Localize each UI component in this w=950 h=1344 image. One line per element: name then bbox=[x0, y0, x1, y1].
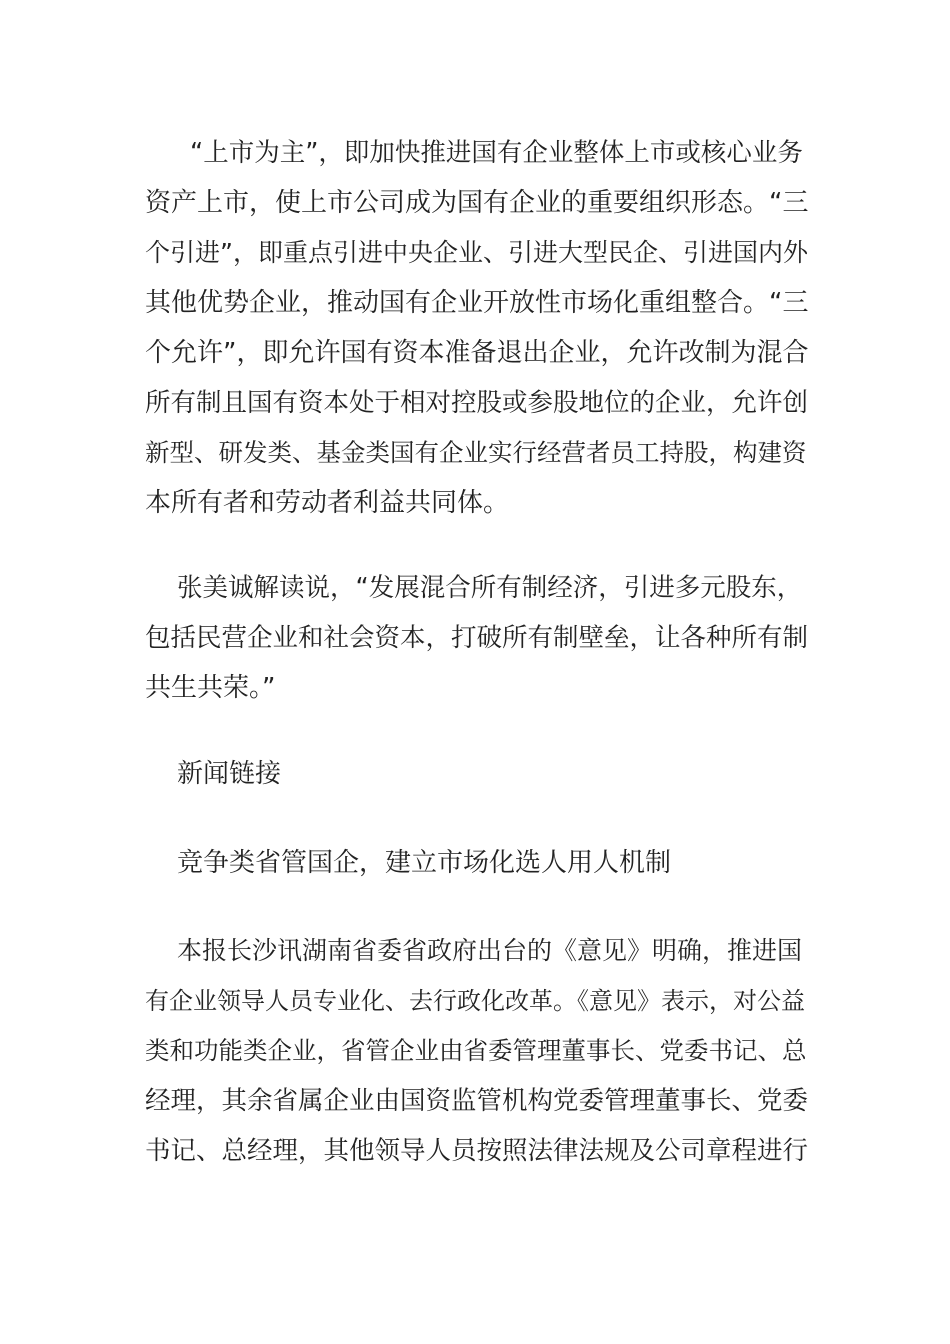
paragraph-line: 新型、研发类、基金类国有企业实行经营者员工持股，构建资 bbox=[145, 438, 807, 467]
paragraph-line: 本所有者和劳动者利益共同体。 bbox=[145, 488, 510, 518]
paragraph-line: 个引进”，即重点引进中央企业、引进大型民企、引进国内外 bbox=[145, 238, 808, 267]
paragraph-line: 共生共荣。” bbox=[145, 673, 276, 703]
paragraph-line: 资产上市，使上市公司成为国有企业的重要组织形态。“三 bbox=[145, 188, 809, 218]
paragraph-line: 本报长沙讯湖南省委省政府出台的《意见》明确，推进国 bbox=[177, 936, 803, 965]
paragraph-line: 类和功能类企业，省管企业由省委管理董事长、党委书记、总 bbox=[145, 1036, 807, 1065]
paragraph-line: 有企业领导人员专业化、去行政化改革。《意见》表示，对公益 bbox=[145, 987, 805, 1015]
paragraph-line: 所有制且国有资本处于相对控股或参股地位的企业，允许创 bbox=[145, 388, 809, 418]
paragraph-line: “上市为主”，即加快推进国有企业整体上市或核心业务 bbox=[190, 138, 803, 168]
paragraph-line: 其他优势企业，推动国有企业开放性市场化重组整合。“三 bbox=[145, 288, 809, 318]
paragraph-line: 经理，其余省属企业由国资监管机构党委管理董事长、党委 bbox=[145, 1086, 809, 1116]
paragraph-line: 张美诚解读说，“发展混合所有制经济，引进多元股东， bbox=[177, 573, 803, 603]
paragraph-line: 包括民营企业和社会资本，打破所有制壁垒，让各种所有制 bbox=[145, 623, 809, 653]
subheading: 竞争类省管国企，建立市场化选人用人机制 bbox=[177, 848, 672, 878]
paragraph-line: 个允许”，即允许国有资本准备退出企业，允许改制为混合 bbox=[145, 338, 809, 368]
paragraph-line: 书记、总经理，其他领导人员按照法律法规及公司章程进行 bbox=[145, 1136, 809, 1166]
section-label: 新闻链接 bbox=[177, 759, 282, 789]
